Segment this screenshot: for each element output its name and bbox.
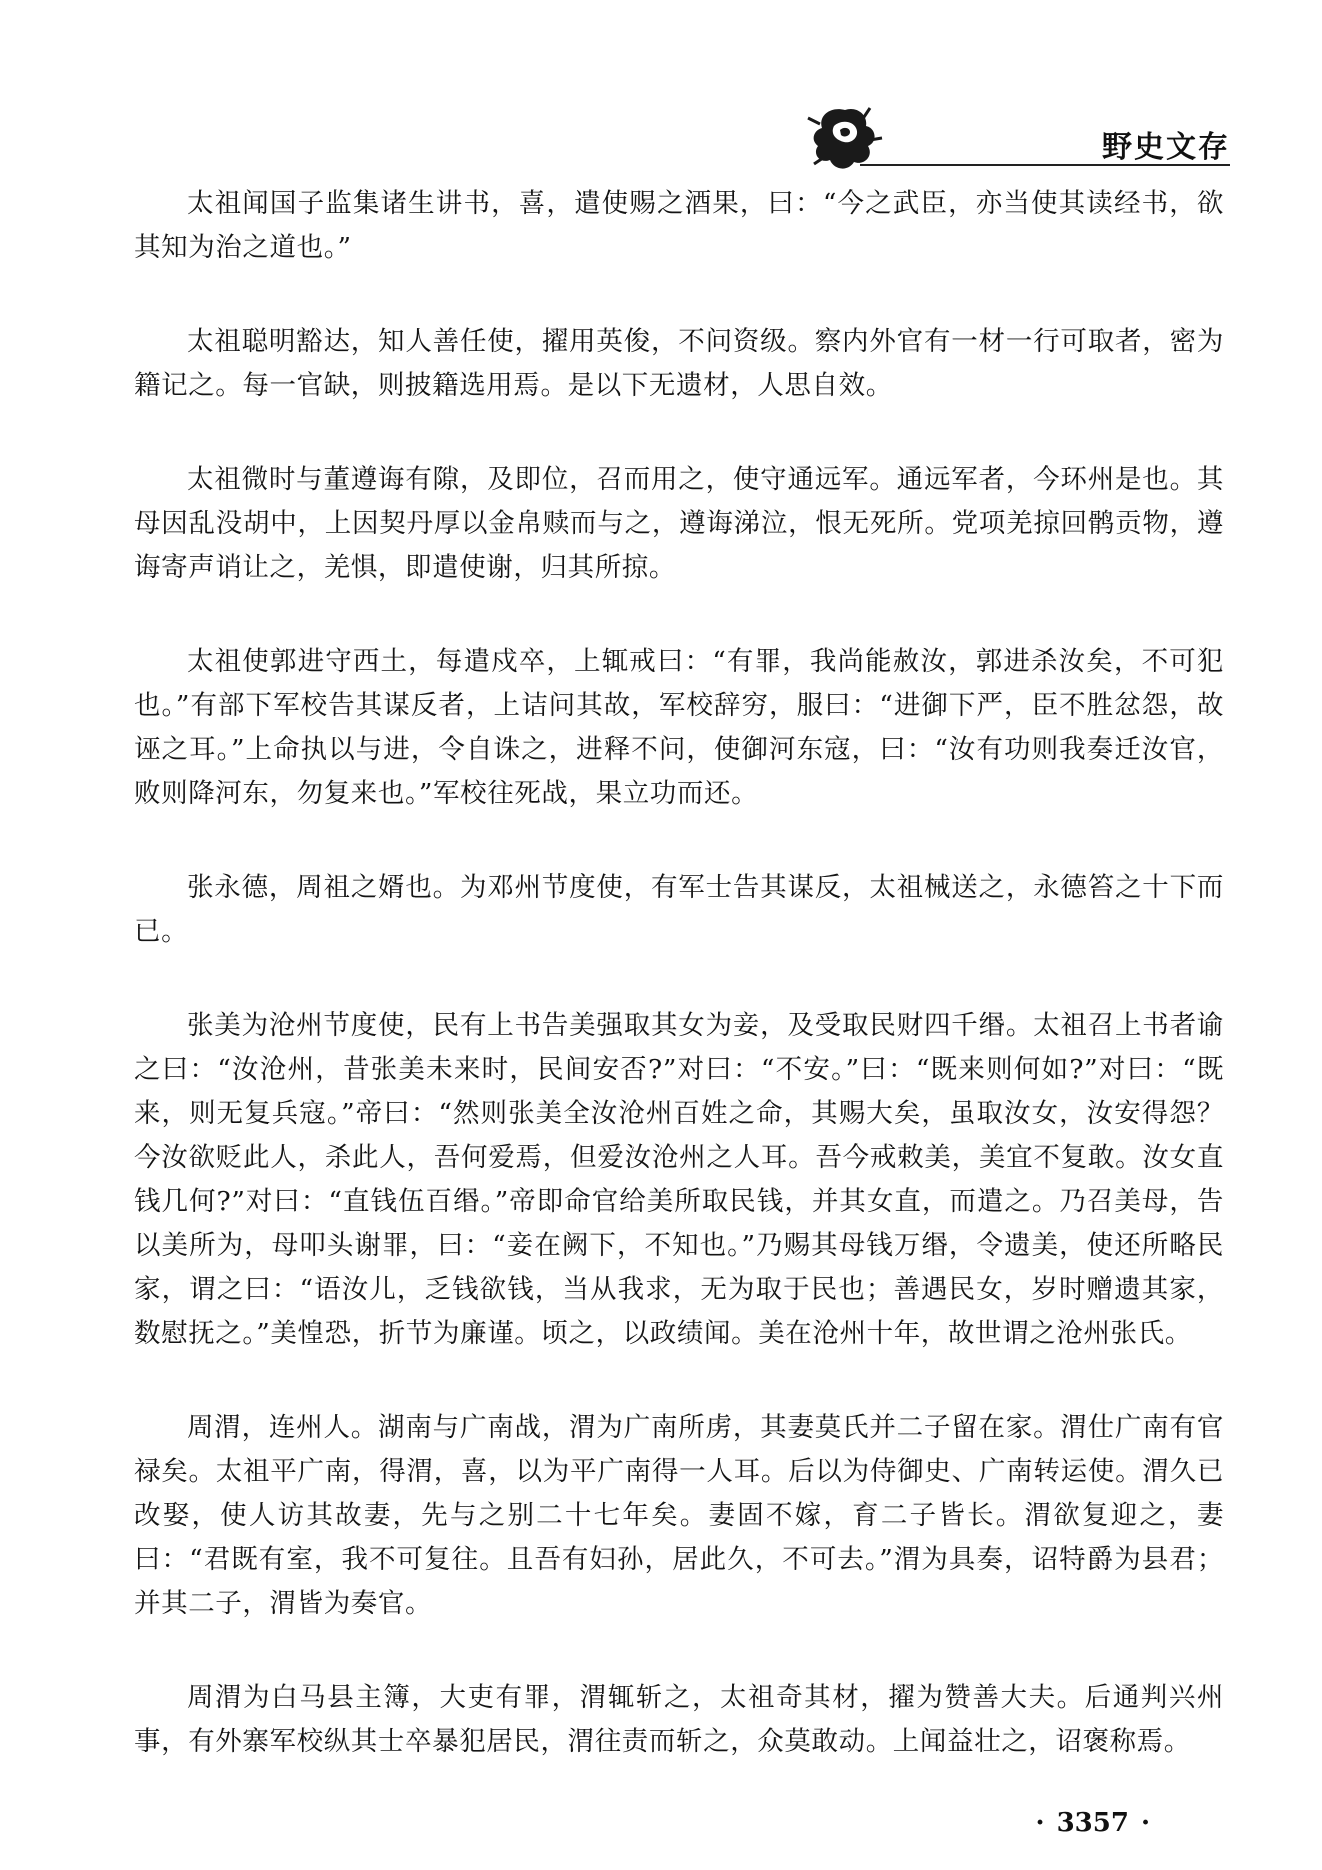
page-footer (1024, 1808, 1163, 1838)
paragraph-3: 太祖微时与董遵诲有隙，及即位，召而用之，使守通远军。通远军者，今环州是也。其母因乱没胡中，上因契丹厚以金帛赎而与之，遵诲涕泣，恨无死所。党项羌掠回鹘贡物，遵诲寄声诮让之，羌惧，即遣使谢，归其所掠。 (134, 464, 1224, 583)
paragraph-1: 太祖闻国子监集诸生讲书，喜，遣使赐之酒果，曰：“今之武臣，亦当使其读经书，欲其知为治之道也。” (134, 188, 1224, 263)
paragraph-6: 张美为沧州节度使，民有上书告美强取其女为妾，及受取民财四千缗。太祖召上书者谕之曰：“汝沧州，昔张美未来时，民间安否?”对曰：“不安。”曰：“既来则何如?”对曰：“既来，则无复兵寇。”帝曰：“然则张美全汝沧州百姓之命，其赐大矣，虽取汝女，汝安得怨？今汝欲贬此人，杀此人，吾何爱焉，但爱汝沧州之人耳。吾今戒敕美，美宜不复敢。汝女直钱几何?”对曰：“直钱伍百缗。”帝即命官给美所取民钱，并其女直，而遣之。乃召美母，告以美所为，母叩头谢罪，曰：“妾在阙下，不知也。”乃赐其母钱万缗，令遗美，使还所略民家，谓之曰：“语汝儿，乏钱欲钱，当从我求，无为取于民也；善遇民女，岁时赠遗其家，数慰抚之。”美惶恐，折节为廉谨。顷之，以政绩闻。美在沧州十年，故世谓之沧州张氏。 (134, 1010, 1224, 1349)
paragraph-8: 周渭为白马县主簿，大吏有罪，渭辄斩之，太祖奇其材，擢为赞善大夫。后通判兴州事，有外寨军校纵其士卒暴犯居民，渭往责而斩之，众莫敢动。上闻益壮之，诏褒称焉。 (134, 1682, 1224, 1757)
dragon-icon (800, 98, 890, 178)
footer-bullet-right: · (1140, 1808, 1150, 1838)
paragraph-4: 太祖使郭进守西土，每遣戍卒，上辄戒曰：“有罪，我尚能赦汝，郭进杀汝矣，不可犯也。”有部下军校告其谋反者，上诘问其故，军校辞穷，服曰：“进御下严，臣不胜忿怨，故诬之耳。”上命执以与进，令自诛之，进释不问，使御河东寇，曰：“汝有功则我奏迁汝官，败则降河东，勿复来也。”军校往死战，果立功而还。 (134, 646, 1224, 809)
paragraph-2: 太祖聪明豁达，知人善任使，擢用英俊，不问资级。察内外官有一材一行可取者，密为籍记之。每一官缺，则披籍选用焉。是以下无遗材，人思自效。 (134, 326, 1224, 401)
running-header (800, 98, 1230, 178)
body-text (134, 182, 1224, 1814)
paragraph-5: 张永德，周祖之婿也。为邓州节度使，有军士告其谋反，太祖械送之，永德笞之十下而已。 (134, 872, 1224, 947)
paragraph-7: 周渭，连州人。湖南与广南战，渭为广南所虏，其妻莫氏并二子留在家。渭仕广南有官禄矣。太祖平广南，得渭，喜，以为平广南得一人耳。后以为侍御史、广南转运使。渭久已改娶，使人访其故妻，先与之别二十七年矣。妻固不嫁，育二子皆长。渭欲复迎之，妻曰：“君既有室，我不可复往。且吾有妇孙，居此久，不可去。”渭为具奏，诏特爵为县君；并其二子，渭皆为奏官。 (134, 1412, 1224, 1619)
page-number: 3357 (1056, 1808, 1129, 1838)
header-title: 野史文存 (1102, 130, 1230, 165)
footer-bullet-left: · (1035, 1808, 1045, 1838)
